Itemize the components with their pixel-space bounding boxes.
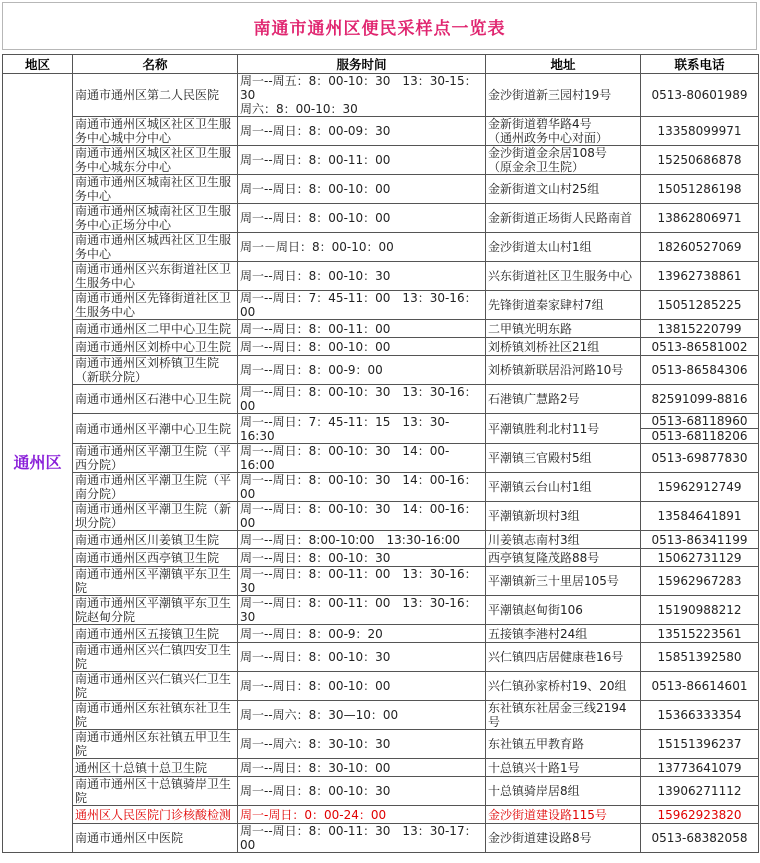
region-cell: 通州区	[3, 74, 73, 853]
service-hours: 周一--周日：8:00-10:00 13:30-16:00	[238, 531, 486, 549]
table-row	[3, 567, 759, 596]
contact-phone: 15851392580	[641, 643, 759, 672]
service-hours: 周一--周日：8：00-10：30	[238, 262, 486, 291]
site-address: 金沙街道太山村1组	[486, 233, 641, 262]
header-region: 地区	[3, 55, 73, 74]
service-hours: 周一--周日：8：00-11：00	[238, 320, 486, 338]
site-name: 南通市通州区中医院	[73, 824, 238, 853]
site-address: 兴仁镇四店居健康巷16号	[486, 643, 641, 672]
site-address: 石港镇广慧路2号	[486, 385, 641, 414]
contact-phone: 0513-80601989	[641, 74, 759, 117]
table-row	[3, 291, 759, 320]
service-hours: 周一－周日：8：00-10：00	[238, 233, 486, 262]
table-body	[3, 74, 759, 853]
service-hours: 周一--周日：8：00-10：30	[238, 777, 486, 806]
site-address: 平潮镇新坝村3组	[486, 502, 641, 531]
site-name: 南通市通州区先锋街道社区卫生服务中心	[73, 291, 238, 320]
contact-phone: 15051285225	[641, 291, 759, 320]
site-address: 刘桥镇刘桥社区21组	[486, 338, 641, 356]
service-hours: 周一--周日：8：00-10：30	[238, 643, 486, 672]
service-hours: 周一--周日：7：45-11：00 13：30-16：00	[238, 291, 486, 320]
site-address: 十总镇兴十路1号	[486, 759, 641, 777]
table-row	[3, 701, 759, 730]
site-address: 兴仁镇孙家桥村19、20组	[486, 672, 641, 701]
site-name: 南通市通州区五接镇卫生院	[73, 625, 238, 643]
site-name: 南通市通州区第二人民医院	[73, 74, 238, 117]
site-address: 西亭镇复隆茂路88号	[486, 549, 641, 567]
site-name: 南通市通州区川姜镇卫生院	[73, 531, 238, 549]
contact-phone: 15062731129	[641, 549, 759, 567]
site-name: 南通市通州区兴仁镇兴仁卫生院	[73, 672, 238, 701]
phone-line: 0513-68118206	[651, 429, 748, 443]
contact-phone: 13815220799	[641, 320, 759, 338]
service-hours: 周一--周日：8：00-11：00	[238, 146, 486, 175]
site-name: 南通市通州区平潮镇平东卫生院	[73, 567, 238, 596]
site-address: 金沙街道金余居108号 （原金余卫生院）	[486, 146, 641, 175]
table-row	[3, 625, 759, 643]
contact-phone: 15151396237	[641, 730, 759, 759]
site-name: 南通市通州区十总镇骑岸卫生院	[73, 777, 238, 806]
site-address: 五接镇李港村24组	[486, 625, 641, 643]
site-name: 通州区人民医院门诊核酸检测	[73, 806, 238, 824]
contact-phone: 15190988212	[641, 596, 759, 625]
service-hours: 周一--周六：8：30—10：00	[238, 701, 486, 730]
service-hours: 周一--周日：8：00-9：20	[238, 625, 486, 643]
site-address: 十总镇骑岸居8组	[486, 777, 641, 806]
contact-phone: 13515223561	[641, 625, 759, 643]
service-hours: 周一--周日：8：00-9：00	[238, 356, 486, 385]
contact-phone: 0513-69877830	[641, 444, 759, 473]
site-address: 刘桥镇新联居沿河路10号	[486, 356, 641, 385]
title-box	[2, 2, 757, 50]
site-address: 东社镇东社居金三线2194号	[486, 701, 641, 730]
site-address: 平潮镇赵甸街106	[486, 596, 641, 625]
site-address: 平潮镇三官殿村5组	[486, 444, 641, 473]
contact-phone: 15366333354	[641, 701, 759, 730]
table-row	[3, 549, 759, 567]
phone-line: 0513-68118960	[641, 414, 758, 429]
site-address: 金新街道正场街人民路南首	[486, 204, 641, 233]
contact-phone: 15250686878	[641, 146, 759, 175]
contact-phone: 13358099971	[641, 117, 759, 146]
table-row	[3, 444, 759, 473]
site-name: 南通市通州区东社镇五甲卫生院	[73, 730, 238, 759]
site-name: 南通市通州区刘桥中心卫生院	[73, 338, 238, 356]
site-name: 南通市通州区东社镇东社卫生院	[73, 701, 238, 730]
table-row	[3, 806, 759, 824]
table-row	[3, 730, 759, 759]
contact-phone: 82591099-8816	[641, 385, 759, 414]
service-hours: 周一--周日：8：30-10：00	[238, 759, 486, 777]
site-name: 南通市通州区城区社区卫生服务中心城东分中心	[73, 146, 238, 175]
service-hours: 周一--周日：7：45-11：15 13：30-16:30	[238, 414, 486, 444]
site-address: 东社镇五甲教育路	[486, 730, 641, 759]
site-name: 南通市通州区兴仁镇四安卫生院	[73, 643, 238, 672]
sampling-sites-table	[2, 54, 759, 853]
site-address: 平潮镇新三十里居105号	[486, 567, 641, 596]
service-hours: 周一--周日：8：00-10：30 14：00-16:00	[238, 444, 486, 473]
service-hours: 周一--周日：8：00-10：30	[238, 549, 486, 567]
service-hours: 周一--周日：8：00-09：30	[238, 117, 486, 146]
site-name: 南通市通州区二甲中心卫生院	[73, 320, 238, 338]
site-name: 南通市通州区刘桥镇卫生院 （新联分院）	[73, 356, 238, 385]
table-row	[3, 824, 759, 853]
site-name: 南通市通州区石港中心卫生院	[73, 385, 238, 414]
contact-phone: 13773641079	[641, 759, 759, 777]
table-row	[3, 777, 759, 806]
page-title: 南通市通州区便民采样点一览表	[253, 18, 506, 39]
contact-phone: 0513-86614601	[641, 672, 759, 701]
table-row	[3, 74, 759, 117]
contact-phone: 15962912749	[641, 473, 759, 502]
service-hours: 周一--周日：8：00-10：30 14：00-16：00	[238, 502, 486, 531]
site-address: 金沙街道建设路8号	[486, 824, 641, 853]
site-name: 南通市通州区西亭镇卫生院	[73, 549, 238, 567]
table-row	[3, 672, 759, 701]
header-address: 地址	[486, 55, 641, 74]
service-hours: 周一--周日：8：00-10：30 13：30-16：00	[238, 385, 486, 414]
site-address: 金新街道文山村25组	[486, 175, 641, 204]
contact-phone: 13906271112	[641, 777, 759, 806]
service-hours: 周一--周六：8：30-10：30	[238, 730, 486, 759]
service-hours: 周一--周日：8：00-11：00 13：30-16：30	[238, 567, 486, 596]
service-hours: 周一--周日：8：00-10：00	[238, 338, 486, 356]
contact-phone	[641, 414, 759, 444]
table-header-row	[3, 55, 759, 74]
contact-phone: 18260527069	[641, 233, 759, 262]
table-row	[3, 643, 759, 672]
site-address: 二甲镇光明东路	[486, 320, 641, 338]
contact-phone: 15051286198	[641, 175, 759, 204]
contact-phone: 15962923820	[641, 806, 759, 824]
service-hours: 周一--周日：8：00-10：30 14：00-16：00	[238, 473, 486, 502]
site-name: 南通市通州区城区社区卫生服务中心城中分中心	[73, 117, 238, 146]
header-name: 名称	[73, 55, 238, 74]
site-name: 南通市通州区兴东街道社区卫生服务中心	[73, 262, 238, 291]
table-row	[3, 473, 759, 502]
service-hours: 周一--周日：8：00-10：00	[238, 672, 486, 701]
table-row	[3, 502, 759, 531]
table-row	[3, 146, 759, 175]
site-name: 南通市通州区城西社区卫生服务中心	[73, 233, 238, 262]
table-row	[3, 531, 759, 549]
service-hours: 周一--周日：8：00-11：00 13：30-16：30	[238, 596, 486, 625]
table-row	[3, 320, 759, 338]
site-name: 南通市通州区城南社区卫生服务中心正场分中心	[73, 204, 238, 233]
table-row	[3, 175, 759, 204]
site-address: 平潮镇云台山村1组	[486, 473, 641, 502]
site-address: 金沙街道新三园村19号	[486, 74, 641, 117]
site-address: 兴东街道社区卫生服务中心	[486, 262, 641, 291]
site-address: 先锋街道秦家肆村7组	[486, 291, 641, 320]
site-name: 南通市通州区平潮卫生院（新坝分院）	[73, 502, 238, 531]
site-address: 平潮镇胜利北村11号	[486, 414, 641, 444]
table-row	[3, 385, 759, 414]
header-phone: 联系电话	[641, 55, 759, 74]
table-row	[3, 262, 759, 291]
contact-phone: 13962738861	[641, 262, 759, 291]
site-address: 川姜镇志南村3组	[486, 531, 641, 549]
contact-phone: 0513-86581002	[641, 338, 759, 356]
table-row	[3, 414, 759, 444]
table-row	[3, 204, 759, 233]
site-name: 南通市通州区平潮卫生院（平西分院）	[73, 444, 238, 473]
contact-phone: 13584641891	[641, 502, 759, 531]
site-name: 南通市通州区城南社区卫生服务中心	[73, 175, 238, 204]
header-hours: 服务时间	[238, 55, 486, 74]
service-hours: 周一--周日：8：00-10：00	[238, 204, 486, 233]
table-row	[3, 233, 759, 262]
contact-phone: 15962967283	[641, 567, 759, 596]
service-hours: 周一-周日：0：00-24：00	[238, 806, 486, 824]
site-name: 南通市通州区平潮中心卫生院	[73, 414, 238, 444]
table-row	[3, 356, 759, 385]
table-row	[3, 117, 759, 146]
contact-phone: 0513-86341199	[641, 531, 759, 549]
contact-phone: 13862806971	[641, 204, 759, 233]
contact-phone: 0513-68382058	[641, 824, 759, 853]
site-address: 金沙街道建设路115号	[486, 806, 641, 824]
table-row	[3, 596, 759, 625]
contact-phone: 0513-86584306	[641, 356, 759, 385]
site-name: 南通市通州区平潮镇平东卫生院赵甸分院	[73, 596, 238, 625]
site-name: 南通市通州区平潮卫生院（平南分院）	[73, 473, 238, 502]
service-hours: 周一--周日：8：00-11：30 13：30-17：00	[238, 824, 486, 853]
site-name: 通州区十总镇十总卫生院	[73, 759, 238, 777]
service-hours: 周一--周五：8：00-10：30 13：30-15：30 周六：8：00-10：30	[238, 74, 486, 117]
table-row	[3, 338, 759, 356]
table-row	[3, 759, 759, 777]
service-hours: 周一--周日：8：00-10：00	[238, 175, 486, 204]
site-address: 金新街道碧华路4号 （通州政务中心对面）	[486, 117, 641, 146]
